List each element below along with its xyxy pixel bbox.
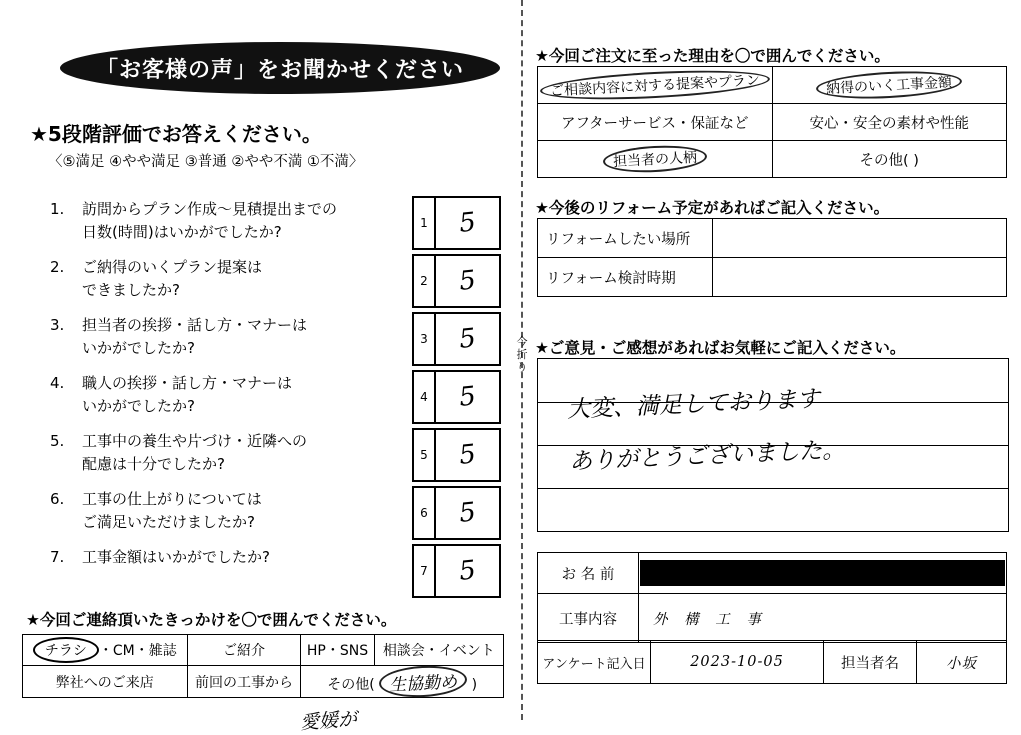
question-text: ご納得のいくプラン提案は できましたか? xyxy=(82,258,263,299)
answer-box[interactable] xyxy=(412,254,501,308)
answer-value: 5 xyxy=(457,381,478,413)
title-banner xyxy=(60,42,500,94)
question-number: 6. xyxy=(50,490,65,508)
table-row xyxy=(23,666,504,698)
reason-option-other[interactable]: その他( ) xyxy=(772,141,1007,178)
contact-option-other[interactable] xyxy=(301,666,504,698)
comment-rule xyxy=(538,488,1008,489)
answer-index: 6 xyxy=(414,488,436,538)
question-row xyxy=(34,312,504,370)
customer-name-value[interactable] xyxy=(639,553,1007,594)
question-text: 担当者の挨拶・話し方・マナーは いかがでしたか? xyxy=(82,316,308,357)
reason-option-materials[interactable]: 安心・安全の素材や性能 xyxy=(772,104,1007,141)
question-row xyxy=(34,254,504,312)
answer-value: 5 xyxy=(457,265,478,297)
comment-text xyxy=(566,366,990,488)
answer-box[interactable] xyxy=(412,486,501,540)
answer-value: 5 xyxy=(457,497,478,529)
contact-option-referral[interactable]: ご紹介 xyxy=(187,635,301,666)
question-row xyxy=(34,486,504,544)
comment-line-2: ありがとうございました。 xyxy=(568,437,846,476)
plan-row-timing-value[interactable] xyxy=(713,258,1007,297)
contact-option-flyer-label: チラシ xyxy=(33,637,99,663)
future-plan-table xyxy=(537,218,1007,297)
reason-option-proposal[interactable] xyxy=(538,67,773,104)
reason-option-price[interactable] xyxy=(772,67,1007,104)
answer-box[interactable] xyxy=(412,544,501,598)
answer-index: 4 xyxy=(414,372,436,422)
reason-option-proposal-label: ご相談内容に対する提案やプラン xyxy=(539,66,770,104)
answer-value: 5 xyxy=(457,323,478,355)
customer-name-label: お 名 前 xyxy=(538,553,639,594)
work-type-label: 工事内容 xyxy=(538,594,639,643)
contact-options-table xyxy=(22,634,504,698)
reason-heading: ★今回ご注文に至った理由を〇で囲んでください。 xyxy=(535,47,890,65)
answer-value: 5 xyxy=(457,207,478,239)
contact-option-flyer-rest: ・CM・雑誌 xyxy=(98,643,177,659)
question-list xyxy=(34,196,504,602)
table-row xyxy=(538,104,1007,141)
question-text: 職人の挨拶・話し方・マナーは いかがでしたか? xyxy=(82,374,293,415)
question-number: 2. xyxy=(50,258,65,276)
footer-table xyxy=(537,640,1007,684)
question-row xyxy=(34,370,504,428)
answer-box[interactable] xyxy=(412,196,501,250)
question-number: 5. xyxy=(50,432,65,450)
table-row xyxy=(538,67,1007,104)
plan-row-place-value[interactable] xyxy=(713,219,1007,258)
question-number: 7. xyxy=(50,548,65,566)
reason-option-price-label: 納得のいく工事金額 xyxy=(816,68,963,102)
answer-value: 5 xyxy=(457,555,478,587)
plan-row-timing-label: リフォーム検討時期 xyxy=(538,258,713,297)
answer-index: 2 xyxy=(414,256,436,306)
answer-box[interactable] xyxy=(412,428,501,482)
plan-heading: ★今後のリフォーム予定があればご記入ください。 xyxy=(535,199,890,217)
question-text: 工事金額はいかがでしたか? xyxy=(82,548,270,566)
right-page xyxy=(523,0,1021,720)
question-text: 訪問からプラン作成〜見積提出までの 日数(時間)はいかがでしたか? xyxy=(82,200,338,241)
overflow-handwriting: 愛媛が xyxy=(299,708,358,734)
question-row xyxy=(34,428,504,486)
question-number: 4. xyxy=(50,374,65,392)
question-text: 工事中の養生や片づけ・近隣への 配慮は十分でしたか? xyxy=(82,432,308,473)
fold-label: 今 折 り xyxy=(516,335,528,374)
table-row xyxy=(538,258,1007,297)
question-row xyxy=(34,544,504,602)
answer-index: 1 xyxy=(414,198,436,248)
answer-index: 5 xyxy=(414,430,436,480)
comment-heading: ★ご意見・ご感想があればお気軽にご記入ください。 xyxy=(535,339,906,357)
contact-option-other-label: その他( xyxy=(327,677,375,693)
reason-option-aftercare[interactable]: アフターサービス・保証など xyxy=(538,104,773,141)
reason-option-staff[interactable] xyxy=(538,141,773,178)
comment-box[interactable] xyxy=(537,358,1009,532)
title-banner-text: 「お客様の声」をお聞かせください xyxy=(95,57,464,83)
question-row xyxy=(34,196,504,254)
customer-info-table xyxy=(537,552,1007,643)
rating-heading: ★5段階評価でお答えください。 xyxy=(30,122,322,146)
reason-options-table xyxy=(537,66,1007,178)
question-number: 1. xyxy=(50,200,65,218)
work-type-value[interactable]: 外 構 工 事 xyxy=(639,594,1007,643)
table-row xyxy=(538,641,1007,684)
question-text: 工事の仕上がりについては ご満足いただけましたか? xyxy=(82,490,262,531)
contact-option-store-visit[interactable]: 弊社へのご来店 xyxy=(23,666,188,698)
rating-scale: 〈⑤満足 ④やや満足 ③普通 ②やや不満 ①不満〉 xyxy=(48,154,364,170)
date-label: アンケート記入日 xyxy=(538,641,651,684)
contact-option-flyer[interactable] xyxy=(23,635,188,666)
table-row xyxy=(538,553,1007,594)
answer-box[interactable] xyxy=(412,370,501,424)
staff-label: 担当者名 xyxy=(824,641,917,684)
question-number: 3. xyxy=(50,316,65,334)
table-row xyxy=(538,141,1007,178)
staff-value[interactable]: 小坂 xyxy=(917,641,1007,684)
answer-value: 5 xyxy=(457,439,478,471)
contact-heading: ★今回ご連絡頂いたきっかけを〇で囲んでください。 xyxy=(26,611,397,629)
contact-option-other-close: ) xyxy=(471,677,478,693)
answer-index: 7 xyxy=(414,546,436,596)
comment-line-1: 大変、満足しております xyxy=(566,386,821,424)
contact-option-previous-work[interactable]: 前回の工事から xyxy=(187,666,301,698)
answer-box[interactable] xyxy=(412,312,501,366)
date-value[interactable]: 2023-10-05 xyxy=(651,641,824,684)
table-row xyxy=(538,219,1007,258)
contact-option-other-value: 生協勤め xyxy=(378,664,468,700)
answer-index: 3 xyxy=(414,314,436,364)
table-row xyxy=(538,594,1007,643)
table-row xyxy=(23,635,504,666)
plan-row-place-label: リフォームしたい場所 xyxy=(538,219,713,258)
contact-option-event[interactable]: 相談会・イベント xyxy=(374,635,503,666)
redaction-bar xyxy=(640,560,1005,586)
contact-option-hp-sns[interactable]: HP・SNS xyxy=(301,635,374,666)
reason-option-staff-label: 担当者の人柄 xyxy=(602,143,707,174)
